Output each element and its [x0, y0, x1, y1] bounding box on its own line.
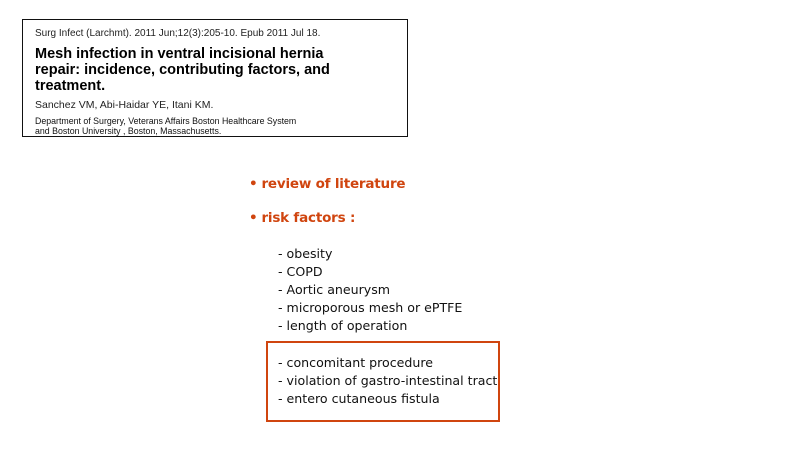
bullet-risk-factors — [249, 210, 355, 226]
list-item: - violation of gastro-intestinal tract — [278, 373, 498, 388]
citation-box — [22, 19, 408, 137]
list-item: - obesity — [278, 246, 333, 261]
list-item: - entero cutaneous fistula — [278, 391, 440, 406]
affiliation-line: and Boston University , Boston, Massachusetts. — [35, 126, 222, 136]
highlighted-factor-list — [278, 354, 497, 408]
article-title-line: Mesh infection in ventral incisional hernia — [35, 46, 324, 62]
list-item: - concomitant procedure — [278, 355, 434, 370]
list-item: - COPD — [278, 264, 323, 279]
list-item: - microporous mesh or ePTFE — [278, 300, 463, 315]
bullet-review-of-literature — [249, 176, 405, 192]
affiliation — [35, 116, 397, 136]
bullet-label: review of literature — [261, 176, 406, 192]
bullet-label: risk factors : — [261, 210, 356, 226]
article-title-line: treatment. — [35, 78, 106, 94]
journal-reference: Surg Infect (Larchmt). 2011 Jun;12(3):205-10. Epub 2011 Jul 18. — [35, 28, 321, 39]
authors: Sanchez VM, Abi-Haidar YE, Itani KM. — [35, 99, 214, 111]
article-title — [35, 46, 397, 94]
article-title-line: repair: incidence, contributing factors, and — [35, 62, 330, 78]
bullet-icon: • — [249, 210, 258, 226]
risk-factor-list — [278, 245, 462, 335]
list-item: - Aortic aneurysm — [278, 282, 391, 297]
affiliation-line: Department of Surgery, Veterans Affairs Boston Healthcare System — [35, 116, 297, 126]
bullet-icon: • — [249, 176, 258, 192]
list-item: - length of operation — [278, 318, 408, 333]
